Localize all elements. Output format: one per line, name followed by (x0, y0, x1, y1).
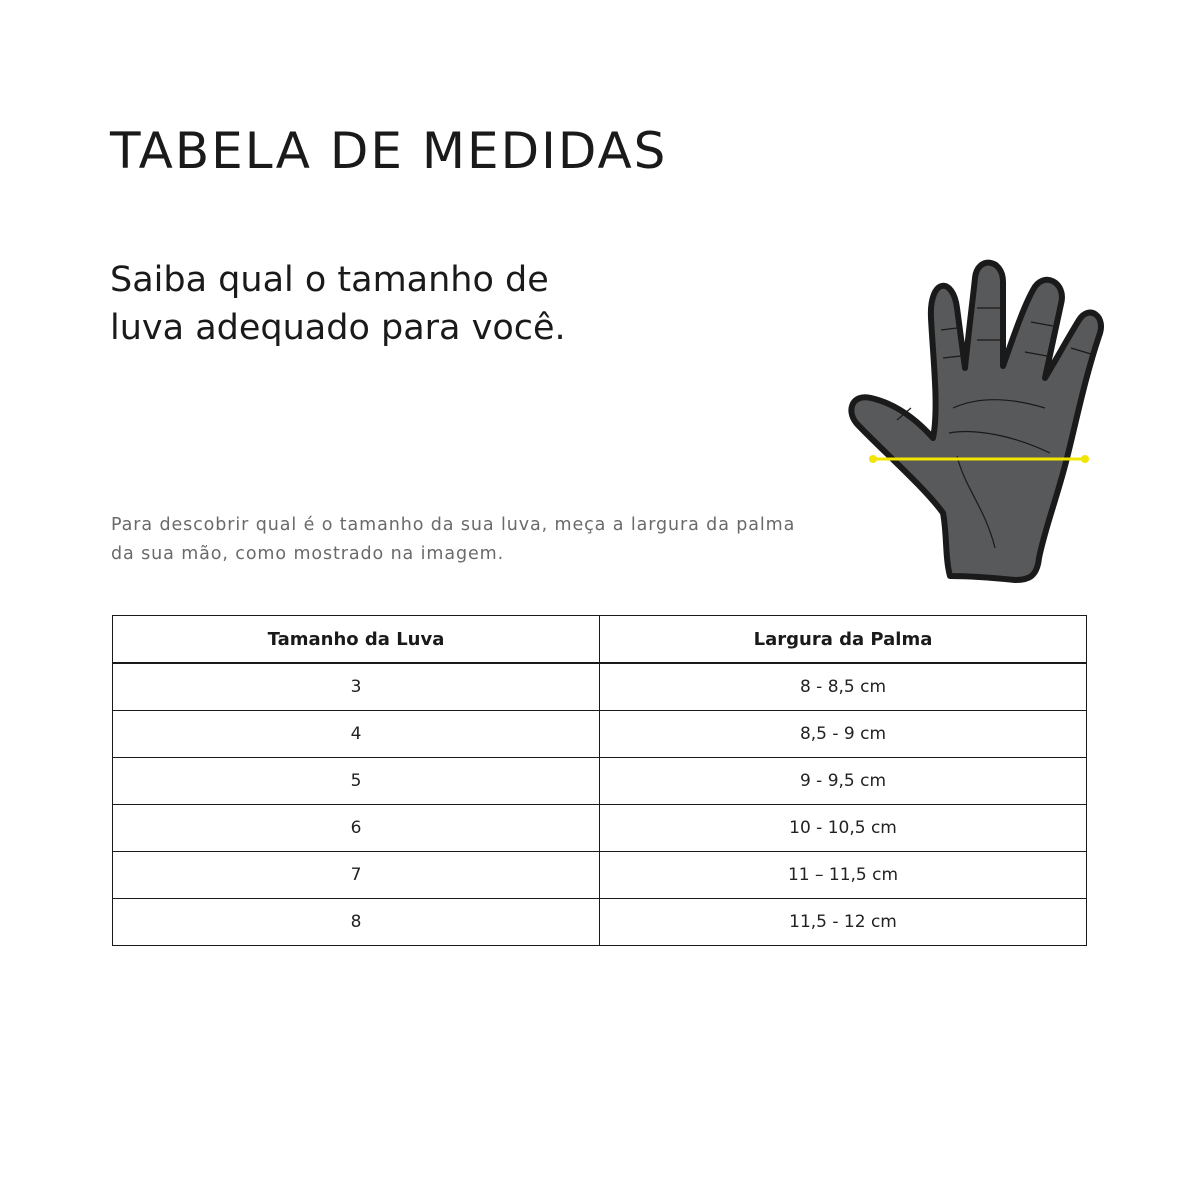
table-row (113, 663, 1087, 711)
glove-size-cell: 4 (113, 711, 600, 758)
glove-size-cell: 7 (113, 852, 600, 899)
table-row (113, 852, 1087, 899)
glove-size-cell: 6 (113, 805, 600, 852)
table-row (113, 711, 1087, 758)
palm-width-cell: 9 - 9,5 cm (600, 758, 1087, 805)
palm-width-cell: 10 - 10,5 cm (600, 805, 1087, 852)
palm-width-left-dot (869, 455, 877, 463)
palm-width-cell: 11,5 - 12 cm (600, 899, 1087, 946)
palm-width-cell: 8 - 8,5 cm (600, 663, 1087, 711)
palm-width-right-dot (1081, 455, 1089, 463)
size-table (112, 615, 1087, 946)
palm-width-cell: 8,5 - 9 cm (600, 711, 1087, 758)
instructions-line-1: Para descobrir qual é o tamanho da sua luva, meça a largura da palma (111, 515, 796, 535)
subtitle (110, 256, 670, 352)
glove-body (851, 263, 1101, 580)
glove-size-cell: 3 (113, 663, 600, 711)
glove-shape (851, 263, 1101, 580)
subtitle-line-2: luva adequado para você. (110, 308, 566, 348)
palm-width-cell: 11 – 11,5 cm (600, 852, 1087, 899)
instructions-line-2: da sua mão, como mostrado na imagem. (111, 544, 505, 564)
column-header-glove-size: Tamanho da Luva (113, 616, 600, 664)
page-title: TABELA DE MEDIDAS (110, 121, 668, 180)
glove-size-cell: 5 (113, 758, 600, 805)
column-header-palm-width: Largura da Palma (600, 616, 1087, 664)
glove-size-cell: 8 (113, 899, 600, 946)
table-row (113, 805, 1087, 852)
hand-palm-icon (845, 258, 1105, 588)
subtitle-line-1: Saiba qual o tamanho de (110, 260, 549, 300)
table-row (113, 758, 1087, 805)
size-table-header-row (113, 616, 1087, 664)
measurement-instructions (111, 511, 871, 569)
table-row (113, 899, 1087, 946)
